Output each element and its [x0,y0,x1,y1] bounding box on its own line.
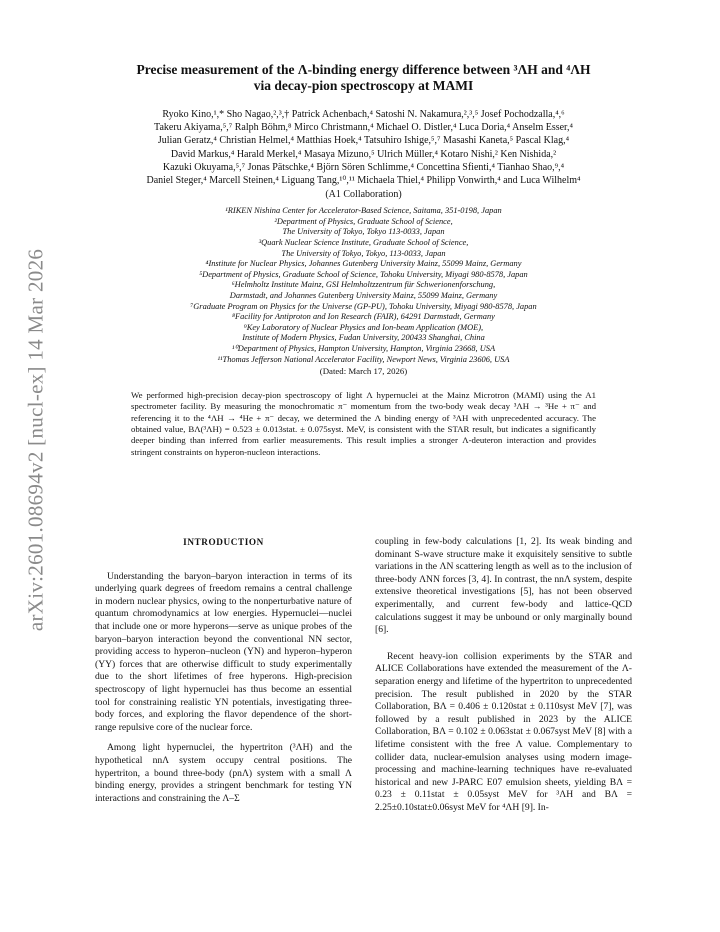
affiliation-line: ¹⁰Department of Physics, Hampton University, Hampton, Virginia 23668, USA [231,343,496,353]
affiliation-line: ⁶Helmholtz Institute Mainz, GSI Helmholtzzentrum für Schwerionenforschung, [231,280,496,290]
arxiv-sidebar [0,0,60,932]
affiliation-line: ¹RIKEN Nishina Center for Accelerator-Based Science, Saitama, 351-0198, Japan [225,206,502,216]
author-list [95,108,632,187]
dated-line: (Dated: March 17, 2026) [319,366,408,377]
author-line: Ryoko Kino,¹,* Sho Nagao,²,³,† Patrick Achenbach,⁴ Satoshi N. Nakamura,²,³,⁵ Josef Pochodzalla,⁴,⁶ [162,109,565,120]
section-heading-introduction: INTRODUCTION [183,537,264,547]
affiliation-line: ⁷Graduate Program on Physics for the Universe (GP-PU), Tohoku University, Miyagi 980-8578, Japan [190,301,537,311]
affiliation-line: ⁸Facility for Antiproton and Ion Research (FAIR), 64291 Darmstadt, Germany [232,312,495,322]
affiliation-line: ⁹Key Laboratory of Nuclear Physics and Ion-beam Application (MOE), [243,322,484,332]
body-paragraph: Understanding the baryon–baryon interaction in terms of its underlying quark degrees of freedom remains a central challenge in modern nuclear physics, owing to the nonperturbative nature of quantum chromodynamics at low energies. Hypernuclei—nuclei that include one or more hyperons—serve as unique probes of the baryon–baryon interaction beyond the conventional NN sector, providing access to hyperon–nucleon (YN) and hyperon–hyperon (YY) forces that are otherwise difficult to study experimentally due to the short lifetimes of free hyperons. High-precision spectroscopy of light hypernuclei has thus become an essential tool for constraining realistic YN potentials, investigating three-body forces, and exploring the flavor dependence of the short-range repulsive core of the nuclear force. [95,570,352,733]
affiliation-line: ¹¹Thomas Jefferson National Accelerator Facility, Newport News, Virginia 23606, USA [217,354,510,364]
title-line: Precise measurement of the Λ-binding energy difference between ³ΛH and ⁴ΛH [136,62,591,77]
affiliation-line: Institute of Modern Physics, Fudan University, 200433 Shanghai, China [242,333,485,343]
paper-header [95,62,632,458]
author-line: Julian Geratz,⁴ Christian Helmel,⁴ Matthias Hoek,⁴ Tatsuhiro Ishige,⁵,⁷ Masashi Kaneta,⁵ Pascal Klag,⁴ [157,135,570,147]
body-paragraph: Among light hypernuclei, the hypertriton (³ΛH) and the hypothetical nnΛ system occupy central positions. The hypertriton, a bound three-body (pnΛ) system with a small Λ binding energy, provides a stringent benchmark for testing YN interactions and constraining the Λ–Σ [95,742,352,804]
title-line: via decay-pion spectroscopy at MAMI [253,78,474,93]
author-line: Takeru Akiyama,⁵,⁷ Ralph Böhm,⁸ Mirco Christmann,⁴ Michael O. Distler,⁴ Luca Doria,⁴ Anselm Esser,⁴ [154,122,573,134]
affiliation-line: ⁵Department of Physics, Graduate School of Science, Tohoku University, Miyagi 980-8578, Japan [199,269,528,279]
affiliation-line: ⁴Institute for Nuclear Physics, Johannes Gutenberg University Mainz, 55099 Mainz, Germany [205,259,522,269]
author-line: Daniel Steger,⁴ Marcell Steinen,⁴ Liguang Tang,¹⁰,¹¹ Michaela Thiel,⁴ Philipp Vonwirth,⁴ and Luca Wilhelm⁴ [146,175,581,187]
abstract: We performed high-precision decay-pion spectroscopy of light Λ hypernuclei at the Mainz Microtron (MAMI) using the A1 spectrometer facility. By measuring the monochromatic π⁻ momentum from the two-body weak decay ³ΛH → ³He + π⁻ and referencing it to the ⁴ΛH → ⁴He + π⁻ decay, we determined the Λ binding energy of ³ΛH with unprecedented accuracy. The obtained value, BΛ(³ΛH) = 0.523 ± 0.013stat. ± 0.075syst. MeV, is consistent with the STAR result, but indicates a significantly deeper binding than inferred from earlier measurements. This result implies a stronger Λ-deuteron interaction and provides stringent constraints on hyperon-nucleon interactions. [131,390,596,457]
affiliation-line: ³Quark Nuclear Science Institute, Graduate School of Science, [258,238,469,247]
right-column [375,536,632,822]
affiliation-line: The University of Tokyo, Tokyo, 113-0033, Japan [281,248,446,258]
collaboration-name: (A1 Collaboration) [325,189,402,201]
affiliation-line: ²Department of Physics, Graduate School of Science, [274,216,453,226]
author-line: Kazuki Okuyama,⁵,⁷ Jonas Pätschke,⁴ Björn Sören Schlimme,⁴ Concettina Sfienti,⁴ Tianhao Shao,⁹,⁴ [162,161,565,173]
author-line: David Markus,⁴ Harald Merkel,⁴ Masaya Mizuno,⁵ Ulrich Müller,⁴ Kotaro Nishi,² Ken Nishida,² [170,148,557,160]
body-paragraph: coupling in few-body calculations [1, 2]. Its weak binding and dominant S-wave structure make it exquisitely sensitive to subtle variations in the ΛN scattering length as well as to the inclusion of three-body ΛNN forces [3, 4]. In contrast, the nnΛ system, despite extensive theoretical investigations [5], has not been observed experimentally, and current few-body and lattice-QCD calculations suggest it may be unbound or only marginally bound [6]. [375,536,632,636]
affiliation-line: The University of Tokyo, Tokyo 113-0033, Japan [282,227,445,237]
body-columns [95,536,632,822]
paper-title [95,62,632,94]
body-paragraph: Recent heavy-ion collision experiments by the STAR and ALICE Collaborations have extended the measurement of the Λ-separation energy and lifetime of the hypertriton to unprecedented precision. The result published in 2020 by the STAR Collaboration, BΛ = 0.406 ± 0.120stat ± 0.110syst MeV [7], was followed by a result published in 2023 by the ALICE Collaboration, BΛ = 0.102 ± 0.063stat ± 0.067syst MeV [8] with a lifetime consistent with the free Λ value. Complementary to collider data, nuclear-emulsion analyses using modern image-processing and machine-learning techniques have re-evaluated historical and new J-PARC E07 emulsion sheets, yielding BΛ = 0.23 ± 0.11stat ± 0.05syst MeV for ³ΛH and BΛ = 2.25±0.10stat±0.06syst MeV for ⁴ΛH [9]. In- [375,650,632,813]
affiliation-list [95,206,632,365]
left-column [95,536,352,822]
arxiv-identifier: arXiv:2601.08694v2 [nucl-ex] 14 Mar 2026 [23,248,48,632]
affiliation-line: Darmstadt, and Johannes Gutenberg University Mainz, 55099 Mainz, Germany [229,290,498,300]
